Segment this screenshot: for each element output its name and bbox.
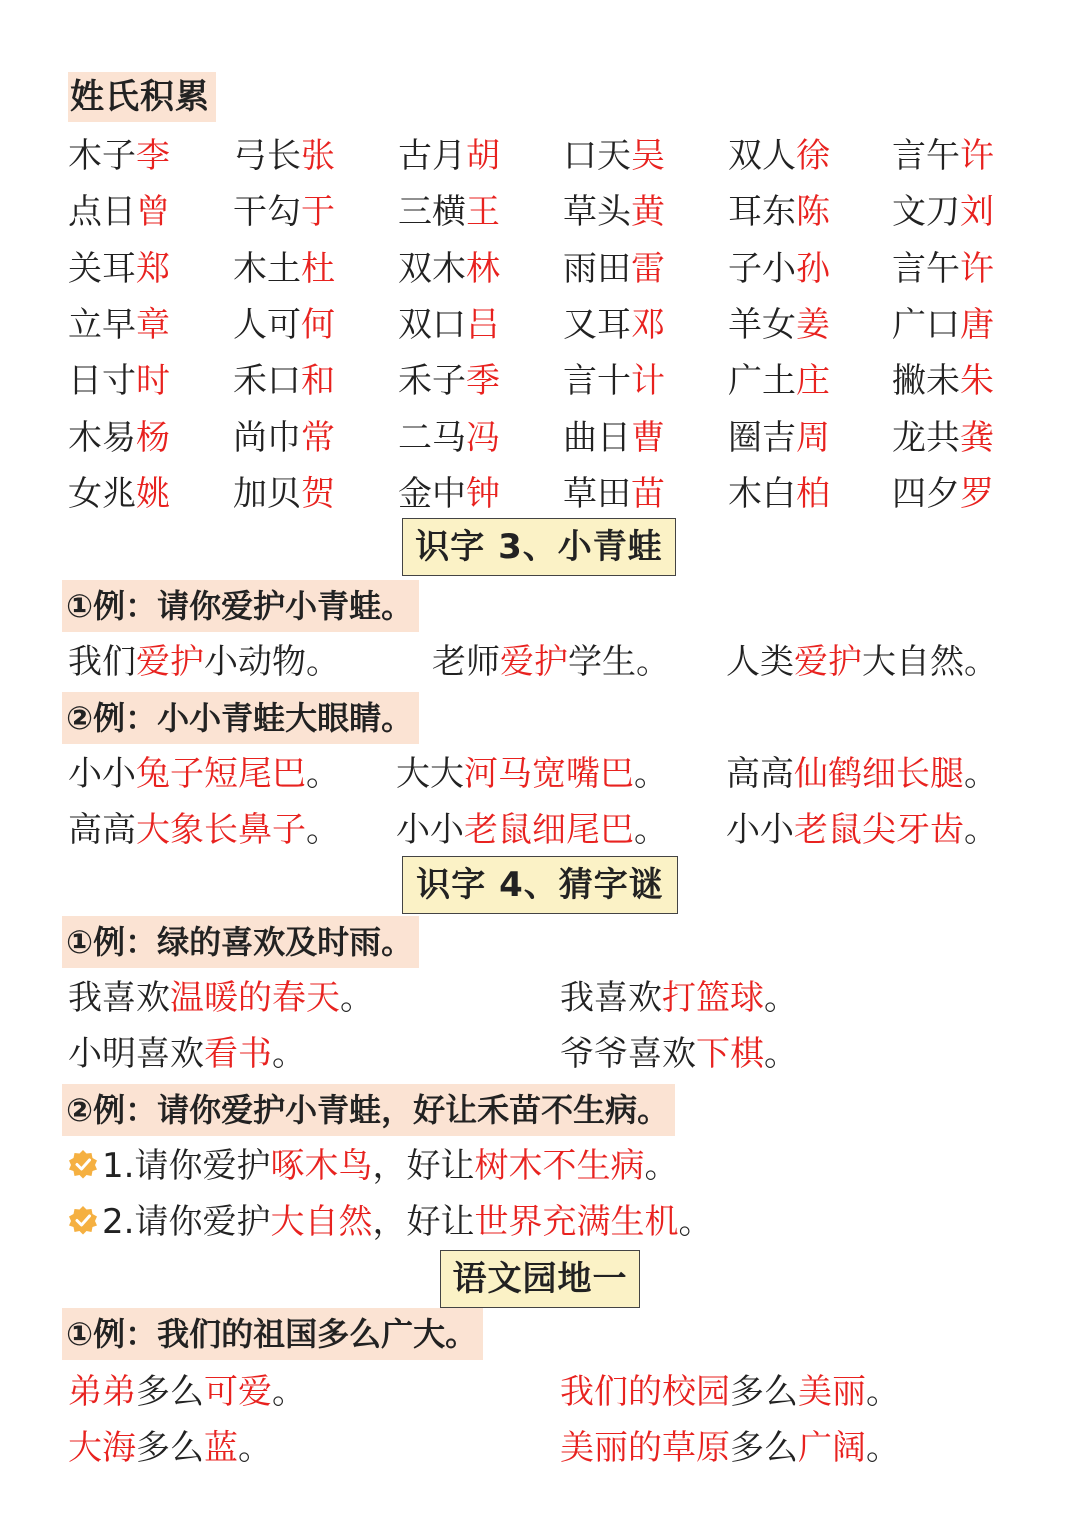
- garden1-example1-sentence: [560, 1420, 900, 1476]
- surname-character: 季: [466, 361, 500, 402]
- surname-character: 吕: [466, 304, 500, 345]
- sentence-fragment: 老师: [432, 642, 500, 682]
- sentence-fragment: 2.请你爱护: [102, 1202, 271, 1242]
- sentence-fragment: 学生。: [568, 642, 670, 682]
- highlighted-phrase: 老鼠尖牙齿: [794, 810, 964, 850]
- surname-cell: [398, 241, 500, 297]
- surname-character: 冯: [466, 417, 500, 458]
- surname-cell: [728, 241, 830, 297]
- surname-row: [68, 410, 1068, 466]
- surname-riddle: 双口: [398, 304, 466, 345]
- surname-riddle: 文刀: [892, 192, 960, 233]
- sentence-fragment: 我喜欢: [68, 978, 170, 1018]
- sentence-fragment: 。: [644, 1146, 679, 1186]
- highlighted-phrase: 爱护: [500, 642, 568, 682]
- lesson4-example1-sentence: [560, 1026, 798, 1082]
- surname-character: 杜: [301, 248, 335, 289]
- lesson4-example2-sentence: [102, 1194, 712, 1250]
- sentence-fragment: 。: [306, 810, 340, 850]
- surname-riddle: 木子: [68, 136, 136, 176]
- garden1-example1-sentence: [68, 1364, 306, 1420]
- surname-character: 黄: [631, 192, 665, 233]
- surname-cell: [892, 184, 994, 240]
- lesson4-example2-sentence: [102, 1138, 678, 1194]
- sentence-fragment: 。: [272, 1034, 306, 1074]
- sentence-fragment: 。: [238, 1428, 272, 1468]
- sentence-fragment: 。: [340, 978, 374, 1018]
- lesson3-example2-label: ②例：小小青蛙大眼睛。: [62, 692, 419, 744]
- highlighted-phrase: 啄木鸟: [270, 1146, 373, 1186]
- highlighted-phrase: 河马宽嘴巴: [464, 754, 634, 794]
- surname-riddle: 禾口: [233, 361, 301, 402]
- surname-character: 杨: [136, 417, 170, 458]
- lesson4-example1-sentence: [68, 1026, 306, 1082]
- surname-cell: [233, 184, 335, 240]
- garden1-example1-label: ①例：我们的祖国多么广大。: [62, 1308, 483, 1360]
- surname-cell: [892, 297, 994, 353]
- surname-riddle: 双木: [398, 248, 466, 289]
- surname-cell: [398, 297, 500, 353]
- surname-character: 常: [301, 417, 335, 458]
- lesson3-example1-sentence: [68, 634, 340, 690]
- surname-riddle: 立早: [68, 304, 136, 345]
- sentence-fragment: 。: [634, 810, 668, 850]
- highlighted-phrase: 可爱: [204, 1372, 272, 1412]
- highlighted-phrase: 广阔: [798, 1428, 866, 1468]
- surname-character: 于: [301, 192, 335, 233]
- surname-cell: [398, 128, 500, 184]
- sentence-fragment: 。: [866, 1428, 900, 1468]
- garden1-banner: 语文园地一: [440, 1250, 640, 1308]
- surname-character: 唐: [960, 304, 994, 345]
- sentence-fragment: ，好让: [372, 1146, 475, 1186]
- sentence-fragment: 人类: [726, 642, 794, 682]
- surname-riddle: 木易: [68, 417, 136, 458]
- surname-character: 吴: [631, 136, 665, 176]
- highlighted-phrase: 世界充满生机: [474, 1202, 679, 1242]
- surname-cell: [233, 297, 335, 353]
- lesson3-example1-label: ①例：请你爱护小青蛙。: [62, 580, 419, 632]
- surname-cell: [68, 128, 170, 184]
- surname-cell: [233, 353, 335, 409]
- sentence-fragment: 小小: [396, 810, 464, 850]
- surname-character: 孙: [796, 248, 830, 289]
- sentence-fragment: 多么: [730, 1428, 798, 1468]
- surname-riddle: 曲日: [563, 417, 631, 458]
- lesson3-example1-sentence: [432, 634, 670, 690]
- highlighted-phrase: 蓝: [204, 1428, 238, 1468]
- sentence-fragment: 。: [764, 1034, 798, 1074]
- surname-cell: [68, 466, 170, 522]
- surname-cell: [398, 184, 500, 240]
- surname-cell: [892, 241, 994, 297]
- surname-character: 林: [466, 248, 500, 289]
- lesson3-example2-sentence: [68, 746, 340, 802]
- surname-character: 罗: [960, 473, 994, 514]
- surname-riddle: 言午: [892, 136, 960, 176]
- sentence-fragment: 大大: [396, 754, 464, 794]
- highlighted-phrase: 仙鹤细长腿: [794, 754, 964, 794]
- sentence-fragment: 多么: [136, 1428, 204, 1468]
- lesson3-example2-sentence: [726, 802, 998, 858]
- surname-riddle: 口天: [563, 136, 631, 176]
- surname-character: 苗: [631, 473, 665, 514]
- sentence-fragment: 大自然。: [862, 642, 998, 682]
- surname-riddle: 干勾: [233, 192, 301, 233]
- surname-riddle: 子小: [728, 248, 796, 289]
- check-badge-icon: [68, 1205, 98, 1235]
- lesson4-example2-label: ②例：请你爱护小青蛙，好让禾苗不生病。: [62, 1084, 675, 1136]
- garden1-example1-sentence: [68, 1420, 272, 1476]
- surname-character: 邓: [631, 304, 665, 345]
- surname-cell: [563, 184, 665, 240]
- surname-row: [68, 353, 1068, 409]
- lesson3-example2-sentence: [68, 802, 340, 858]
- highlighted-phrase: 树木不生病: [474, 1146, 645, 1186]
- surname-cell: [68, 241, 170, 297]
- surname-character: 王: [466, 192, 500, 233]
- lesson4-banner: 识字 4、猜字谜: [402, 856, 678, 914]
- surname-cell: [563, 297, 665, 353]
- surname-riddle: 木白: [728, 473, 796, 514]
- surname-riddle: 三横: [398, 192, 466, 233]
- highlighted-phrase: 大象长鼻子: [136, 810, 306, 850]
- surname-cell: [728, 297, 830, 353]
- surname-character: 姜: [796, 304, 830, 345]
- surname-cell: [728, 128, 830, 184]
- surname-cell: [892, 466, 994, 522]
- check-badge-icon: [68, 1149, 98, 1179]
- surname-row: [68, 241, 1068, 297]
- surname-character: 柏: [796, 473, 830, 514]
- surname-cell: [892, 128, 994, 184]
- surname-cell: [728, 353, 830, 409]
- lesson3-example2-sentence: [726, 746, 998, 802]
- surname-riddle: 草田: [563, 473, 631, 514]
- surname-character: 雷: [631, 248, 665, 289]
- surname-riddle: 二马: [398, 417, 466, 458]
- surname-riddle: 羊女: [728, 304, 796, 345]
- surname-cell: [398, 466, 500, 522]
- surname-cell: [398, 353, 500, 409]
- sentence-fragment: 。: [634, 754, 668, 794]
- surname-character: 计: [631, 361, 665, 402]
- surname-cell: [728, 466, 830, 522]
- surname-cell: [68, 297, 170, 353]
- surname-character: 郑: [136, 248, 170, 289]
- sentence-fragment: 高高: [726, 754, 794, 794]
- surname-character: 许: [960, 136, 994, 176]
- surname-character: 刘: [960, 192, 994, 233]
- lesson3-example1-sentence: [726, 634, 998, 690]
- surname-cell: [68, 184, 170, 240]
- surname-cell: [398, 410, 500, 466]
- lesson4-example1-sentence: [560, 970, 798, 1026]
- sentence-fragment: 。: [764, 978, 798, 1018]
- surname-riddle: 女兆: [68, 473, 136, 514]
- highlighted-phrase: 爱护: [794, 642, 862, 682]
- surname-character: 朱: [960, 361, 994, 402]
- surname-riddle: 言十: [563, 361, 631, 402]
- sentence-fragment: 。: [272, 1372, 306, 1412]
- surname-riddle: 广口: [892, 304, 960, 345]
- highlighted-phrase: 大海: [68, 1428, 136, 1468]
- surname-riddle: 古月: [398, 136, 466, 176]
- surname-riddle: 圈吉: [728, 417, 796, 458]
- highlighted-phrase: 打篮球: [662, 978, 764, 1018]
- highlighted-phrase: 美丽的草原: [560, 1428, 730, 1468]
- surname-section-title: 姓氏积累: [68, 72, 216, 122]
- surname-cell: [233, 410, 335, 466]
- surname-cell: [68, 353, 170, 409]
- surname-riddle: 广土: [728, 361, 796, 402]
- sentence-fragment: 我喜欢: [560, 978, 662, 1018]
- surname-cell: [563, 410, 665, 466]
- surname-character: 贺: [301, 473, 335, 514]
- sentence-fragment: 小动物。: [204, 642, 340, 682]
- sentence-fragment: 。: [866, 1372, 900, 1412]
- surname-character: 徐: [796, 136, 830, 176]
- lesson4-example1-label: ①例：绿的喜欢及时雨。: [62, 916, 419, 968]
- sentence-fragment: 1.请你爱护: [102, 1146, 271, 1186]
- surname-cell: [728, 410, 830, 466]
- surname-cell: [563, 353, 665, 409]
- lesson3-banner: 识字 3、小青蛙: [402, 518, 676, 576]
- surname-character: 钟: [466, 473, 500, 514]
- surname-cell: [233, 128, 335, 184]
- surname-character: 陈: [796, 192, 830, 233]
- highlighted-phrase: 温暖的春天: [170, 978, 340, 1018]
- lesson3-example2-sentence: [396, 802, 668, 858]
- surname-riddle: 撇未: [892, 361, 960, 402]
- sentence-fragment: 我们: [68, 642, 136, 682]
- surname-riddle: 言午: [892, 248, 960, 289]
- highlighted-phrase: 下棋: [696, 1034, 764, 1074]
- sentence-fragment: 小小: [726, 810, 794, 850]
- highlighted-phrase: 我们的校园: [560, 1372, 730, 1412]
- garden1-example1-sentence: [560, 1364, 900, 1420]
- surname-riddle: 关耳: [68, 248, 136, 289]
- surname-cell: [563, 241, 665, 297]
- surname-character: 许: [960, 248, 994, 289]
- surname-character: 曹: [631, 417, 665, 458]
- surname-row: [68, 128, 1068, 184]
- surname-cell: [233, 466, 335, 522]
- sentence-fragment: 多么: [136, 1372, 204, 1412]
- highlighted-phrase: 大自然: [270, 1202, 373, 1242]
- surname-cell: [563, 466, 665, 522]
- surname-row: [68, 297, 1068, 353]
- surname-riddle: 双人: [728, 136, 796, 176]
- highlighted-phrase: 爱护: [136, 642, 204, 682]
- surname-riddle: 耳东: [728, 192, 796, 233]
- lesson4-example1-sentence: [68, 970, 374, 1026]
- surname-character: 胡: [466, 136, 500, 176]
- sentence-fragment: 小小: [68, 754, 136, 794]
- surname-riddle: 四夕: [892, 473, 960, 514]
- surname-cell: [892, 353, 994, 409]
- surname-riddle: 雨田: [563, 248, 631, 289]
- surname-character: 何: [301, 304, 335, 345]
- highlighted-phrase: 美丽: [798, 1372, 866, 1412]
- sentence-fragment: 小明喜欢: [68, 1034, 204, 1074]
- surname-riddle: 草头: [563, 192, 631, 233]
- surname-character: 曾: [136, 192, 170, 233]
- sentence-fragment: 。: [964, 810, 998, 850]
- surname-character: 章: [136, 304, 170, 345]
- sentence-fragment: 。: [306, 754, 340, 794]
- sentence-fragment: 。: [964, 754, 998, 794]
- surname-character: 庄: [796, 361, 830, 402]
- surname-character: 张: [301, 136, 335, 176]
- sentence-fragment: 多么: [730, 1372, 798, 1412]
- surname-riddle: 加贝: [233, 473, 301, 514]
- surname-riddle: 日寸: [68, 361, 136, 402]
- surname-row: [68, 184, 1068, 240]
- surname-character: 周: [796, 417, 830, 458]
- surname-riddle: 尚巾: [233, 417, 301, 458]
- surname-character: 李: [136, 136, 170, 176]
- surname-character: 姚: [136, 473, 170, 514]
- surname-riddle: 点日: [68, 192, 136, 233]
- surname-character: 和: [301, 361, 335, 402]
- surname-cell: [233, 241, 335, 297]
- sentence-fragment: ，好让: [372, 1202, 475, 1242]
- surname-riddle: 龙共: [892, 417, 960, 458]
- surname-cell: [563, 128, 665, 184]
- surname-cell: [892, 410, 994, 466]
- surname-riddle: 木土: [233, 248, 301, 289]
- sentence-fragment: 爷爷喜欢: [560, 1034, 696, 1074]
- highlighted-phrase: 老鼠细尾巴: [464, 810, 634, 850]
- sentence-fragment: 。: [678, 1202, 713, 1242]
- highlighted-phrase: 弟弟: [68, 1372, 136, 1412]
- surname-riddle: 弓长: [233, 136, 301, 176]
- surname-riddle: 人可: [233, 304, 301, 345]
- surname-cell: [68, 410, 170, 466]
- surname-cell: [728, 184, 830, 240]
- sentence-fragment: 高高: [68, 810, 136, 850]
- surname-riddle: 禾子: [398, 361, 466, 402]
- surname-character: 龚: [960, 417, 994, 458]
- highlighted-phrase: 看书: [204, 1034, 272, 1074]
- surname-riddle: 又耳: [563, 304, 631, 345]
- surname-riddle: 金中: [398, 473, 466, 514]
- surname-row: [68, 466, 1068, 522]
- highlighted-phrase: 兔子短尾巴: [136, 754, 306, 794]
- surname-character: 时: [136, 361, 170, 402]
- lesson3-example2-sentence: [396, 746, 668, 802]
